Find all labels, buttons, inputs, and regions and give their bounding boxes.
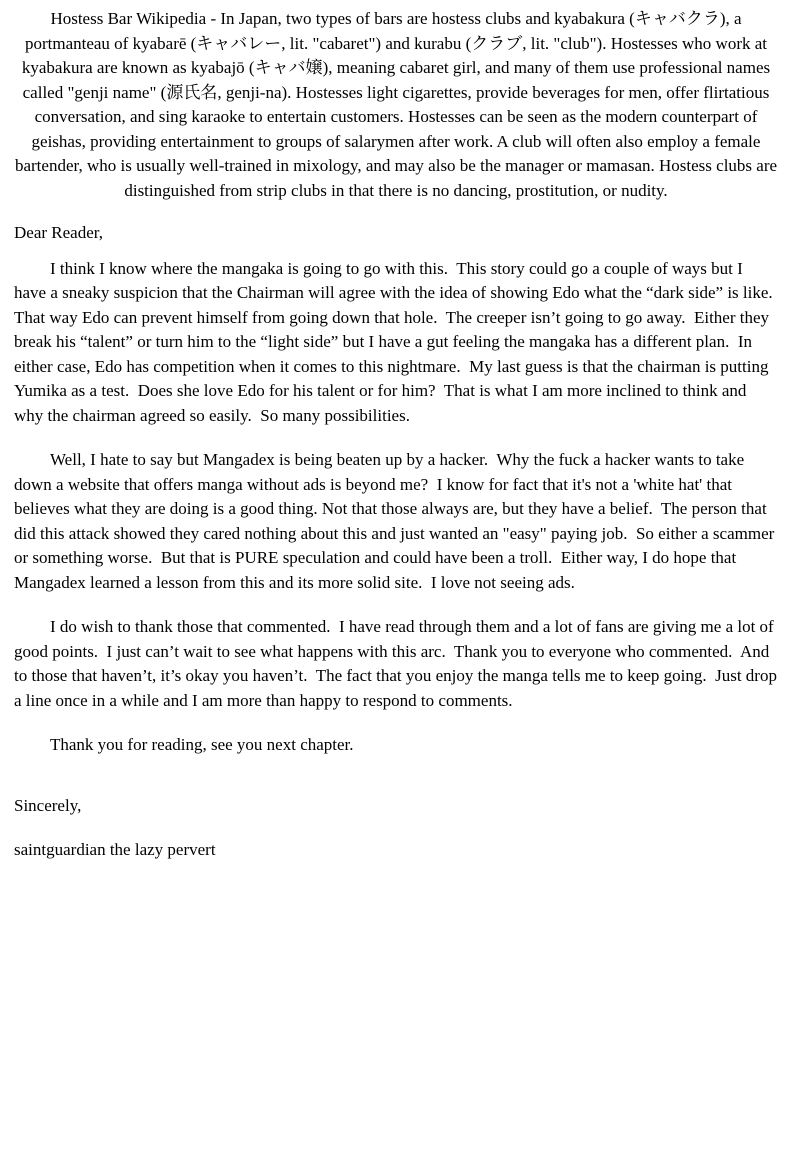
signature: saintguardian the lazy pervert — [14, 840, 216, 859]
body-paragraph-3: I do wish to thank those that commented. I have read through them and a lot of fans are giving me a lot of good points. I just can’t wait to see what happens with this arc. Thank you to everyone who commented. And to those that haven’t, it’s okay you haven’t. The fact that you enjoy the manga tells me to keep going. Just drop a line once in a while and I am more than happy to respond to comments. — [14, 617, 782, 710]
body-paragraph-1: I think I know where the mangaka is going to go with this. This story could go a couple of ways but I have a sneaky suspicion that the Chairman will agree with the idea of showing Edo what the “dark side” is like. That way Edo can prevent himself from going down that hole. The creeper isn’t going to go away. Either they break his “talent” or turn him to the “light side” but I have a gut feeling the mangaka has a different plan. In either case, Edo has competition when it comes to this nightmare. My last guess is that the chairman is putting Yumika as a test. Does she love Edo for his talent or for him? That is what I am more inclined to think and why the chairman agreed so easily. So many possibilities. — [14, 258, 781, 425]
body-paragraph-2: Well, I hate to say but Mangadex is being beaten up by a hacker. Why the fuck a hacker wants to take down a website that offers manga without ads is beyond me? I know for fact that it's not a 'white hat' that believes what they are doing is a good thing. Not that those always are, but they have a belief. The person that did this attack showed they cared nothing about this and just wanted an "easy" paying job. So either a scammer or something worse. But that is PURE speculation and could have been a troll. Either way, I do hope that Mangadex learned a lesson from this and its more solid site. I love not seeing ads. — [14, 450, 779, 592]
salutation: Dear Reader, — [14, 223, 103, 242]
closing-line: Thank you for reading, see you next chapter. — [50, 735, 354, 754]
intro-quote-paragraph: Hostess Bar Wikipedia - In Japan, two types of bars are hostess clubs and kyabakura (キャバクラ), a portmanteau of kyabarē (キャバレー, lit. "cabaret") and kurabu (クラブ, lit. "club"). Hostesses who work at kyabakura are known as kyabajō (キャバ嬢), meaning cabaret girl, and many of them use professional names called "genji name" (源氏名, genji-na). Hostesses light cigarettes, provide beverages for men, offer flirtatious conversation, and sing karaoke to entertain customers. Hostesses can be seen as the modern counterpart of geishas, providing entertainment to groups of salarymen after work. A club will often also employ a female bartender, who is usually well-trained in mixology, and may also be the manager or mamasan. Hostess clubs are distinguished from strip clubs in that there is no dancing, prostitution, or nudity. — [14, 9, 782, 200]
signoff: Sincerely, — [14, 795, 82, 815]
